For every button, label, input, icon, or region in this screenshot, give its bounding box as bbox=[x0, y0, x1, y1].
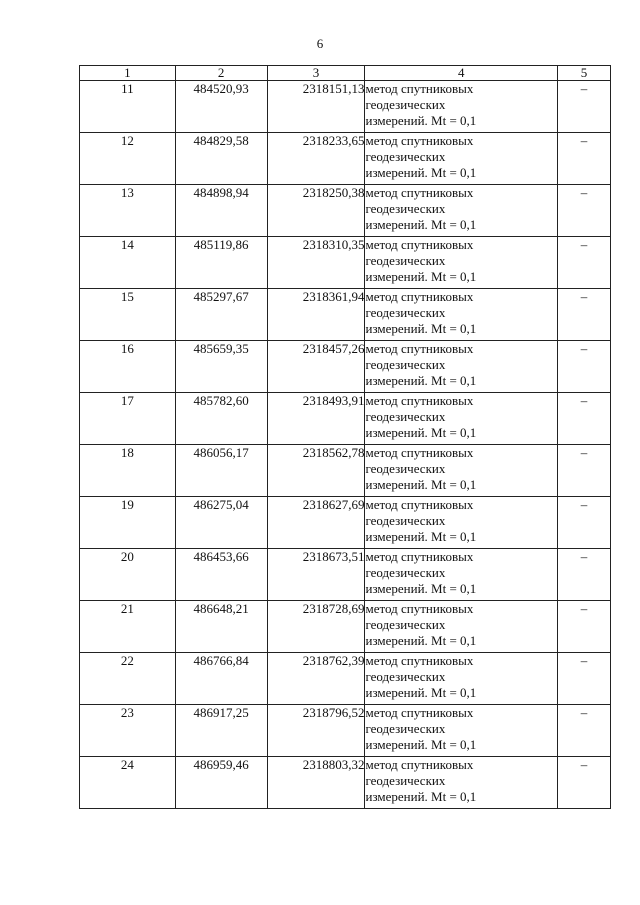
x-coordinate-cell: 486766,84 bbox=[175, 653, 267, 705]
point-number-cell: 16 bbox=[80, 341, 176, 393]
table-row bbox=[80, 653, 611, 705]
y-coordinate-cell: 2318673,51 bbox=[267, 549, 365, 601]
table-row bbox=[80, 705, 611, 757]
y-coordinate-cell: 2318728,69 bbox=[267, 601, 365, 653]
note-cell: – bbox=[558, 237, 611, 289]
note-cell: – bbox=[558, 81, 611, 133]
method-line: измерений. Mt = 0,1 bbox=[365, 633, 477, 648]
method-line: геодезических bbox=[365, 253, 446, 268]
table-row bbox=[80, 549, 611, 601]
table-header-row bbox=[80, 66, 611, 81]
method-line: метод спутниковых bbox=[365, 549, 474, 564]
method-line: измерений. Mt = 0,1 bbox=[365, 529, 477, 544]
method-line: измерений. Mt = 0,1 bbox=[365, 113, 477, 128]
table-row bbox=[80, 289, 611, 341]
y-coordinate-cell: 2318361,94 bbox=[267, 289, 365, 341]
method-cell bbox=[365, 497, 558, 549]
method-line: метод спутниковых bbox=[365, 81, 474, 96]
method-cell bbox=[365, 601, 558, 653]
method-line: метод спутниковых bbox=[365, 601, 474, 616]
method-line: метод спутниковых bbox=[365, 653, 474, 668]
x-coordinate-cell: 486959,46 bbox=[175, 757, 267, 809]
method-line: геодезических bbox=[365, 721, 446, 736]
x-coordinate-cell: 486275,04 bbox=[175, 497, 267, 549]
point-number-cell: 22 bbox=[80, 653, 176, 705]
note-cell: – bbox=[558, 393, 611, 445]
method-line: измерений. Mt = 0,1 bbox=[365, 165, 477, 180]
method-cell bbox=[365, 653, 558, 705]
point-number-cell: 19 bbox=[80, 497, 176, 549]
y-coordinate-cell: 2318803,32 bbox=[267, 757, 365, 809]
note-cell: – bbox=[558, 757, 611, 809]
method-line: измерений. Mt = 0,1 bbox=[365, 425, 477, 440]
y-coordinate-cell: 2318762,39 bbox=[267, 653, 365, 705]
table-row bbox=[80, 341, 611, 393]
y-coordinate-cell: 2318796,52 bbox=[267, 705, 365, 757]
method-line: измерений. Mt = 0,1 bbox=[365, 581, 477, 596]
note-cell: – bbox=[558, 341, 611, 393]
note-cell: – bbox=[558, 289, 611, 341]
x-coordinate-cell: 484520,93 bbox=[175, 81, 267, 133]
table-row bbox=[80, 237, 611, 289]
method-line: измерений. Mt = 0,1 bbox=[365, 789, 477, 804]
column-header: 1 bbox=[80, 66, 176, 81]
x-coordinate-cell: 484829,58 bbox=[175, 133, 267, 185]
method-cell bbox=[365, 185, 558, 237]
method-line: метод спутниковых bbox=[365, 705, 474, 720]
point-number-cell: 17 bbox=[80, 393, 176, 445]
method-line: геодезических bbox=[365, 461, 446, 476]
table-row bbox=[80, 497, 611, 549]
page-number: 6 bbox=[316, 36, 324, 51]
note-cell: – bbox=[558, 705, 611, 757]
x-coordinate-cell: 485297,67 bbox=[175, 289, 267, 341]
method-line: метод спутниковых bbox=[365, 133, 474, 148]
y-coordinate-cell: 2318151,13 bbox=[267, 81, 365, 133]
method-line: геодезических bbox=[365, 201, 446, 216]
x-coordinate-cell: 486917,25 bbox=[175, 705, 267, 757]
table-body bbox=[80, 81, 611, 809]
table-row bbox=[80, 81, 611, 133]
method-line: метод спутниковых bbox=[365, 393, 474, 408]
x-coordinate-cell: 485659,35 bbox=[175, 341, 267, 393]
method-line: метод спутниковых bbox=[365, 237, 474, 252]
point-number-cell: 12 bbox=[80, 133, 176, 185]
y-coordinate-cell: 2318562,78 bbox=[267, 445, 365, 497]
point-number-cell: 24 bbox=[80, 757, 176, 809]
x-coordinate-cell: 486453,66 bbox=[175, 549, 267, 601]
method-cell bbox=[365, 289, 558, 341]
x-coordinate-cell: 485782,60 bbox=[175, 393, 267, 445]
method-cell bbox=[365, 237, 558, 289]
method-cell bbox=[365, 757, 558, 809]
point-number-cell: 13 bbox=[80, 185, 176, 237]
column-header: 5 bbox=[558, 66, 611, 81]
note-cell: – bbox=[558, 185, 611, 237]
method-line: метод спутниковых bbox=[365, 497, 474, 512]
table-row bbox=[80, 445, 611, 497]
method-line: метод спутниковых bbox=[365, 185, 474, 200]
method-line: геодезических bbox=[365, 357, 446, 372]
point-number-cell: 14 bbox=[80, 237, 176, 289]
y-coordinate-cell: 2318627,69 bbox=[267, 497, 365, 549]
table-row bbox=[80, 393, 611, 445]
y-coordinate-cell: 2318457,26 bbox=[267, 341, 365, 393]
method-line: геодезических bbox=[365, 305, 446, 320]
method-line: геодезических bbox=[365, 773, 446, 788]
method-cell bbox=[365, 133, 558, 185]
method-line: геодезических bbox=[365, 513, 446, 528]
table-row bbox=[80, 601, 611, 653]
method-line: измерений. Mt = 0,1 bbox=[365, 685, 477, 700]
table-row bbox=[80, 185, 611, 237]
method-line: измерений. Mt = 0,1 bbox=[365, 737, 477, 752]
note-cell: – bbox=[558, 601, 611, 653]
method-line: геодезических bbox=[365, 669, 446, 684]
point-number-cell: 15 bbox=[80, 289, 176, 341]
point-number-cell: 23 bbox=[80, 705, 176, 757]
coordinates-table bbox=[79, 65, 611, 809]
point-number-cell: 18 bbox=[80, 445, 176, 497]
method-line: измерений. Mt = 0,1 bbox=[365, 269, 477, 284]
method-line: метод спутниковых bbox=[365, 445, 474, 460]
point-number-cell: 11 bbox=[80, 81, 176, 133]
x-coordinate-cell: 486648,21 bbox=[175, 601, 267, 653]
method-line: метод спутниковых bbox=[365, 757, 474, 772]
method-cell bbox=[365, 393, 558, 445]
method-line: геодезических bbox=[365, 617, 446, 632]
method-cell bbox=[365, 81, 558, 133]
method-line: измерений. Mt = 0,1 bbox=[365, 373, 477, 388]
column-header: 3 bbox=[267, 66, 365, 81]
note-cell: – bbox=[558, 497, 611, 549]
method-line: геодезических bbox=[365, 149, 446, 164]
x-coordinate-cell: 485119,86 bbox=[175, 237, 267, 289]
note-cell: – bbox=[558, 445, 611, 497]
y-coordinate-cell: 2318233,65 bbox=[267, 133, 365, 185]
note-cell: – bbox=[558, 549, 611, 601]
y-coordinate-cell: 2318493,91 bbox=[267, 393, 365, 445]
method-line: измерений. Mt = 0,1 bbox=[365, 217, 477, 232]
column-header: 4 bbox=[365, 66, 558, 81]
method-line: геодезических bbox=[365, 409, 446, 424]
note-cell: – bbox=[558, 653, 611, 705]
method-line: геодезических bbox=[365, 97, 446, 112]
method-cell bbox=[365, 549, 558, 601]
method-line: метод спутниковых bbox=[365, 341, 474, 356]
y-coordinate-cell: 2318310,35 bbox=[267, 237, 365, 289]
note-cell: – bbox=[558, 133, 611, 185]
method-line: метод спутниковых bbox=[365, 289, 474, 304]
table-row bbox=[80, 133, 611, 185]
point-number-cell: 20 bbox=[80, 549, 176, 601]
method-cell bbox=[365, 341, 558, 393]
column-header: 2 bbox=[175, 66, 267, 81]
x-coordinate-cell: 486056,17 bbox=[175, 445, 267, 497]
y-coordinate-cell: 2318250,38 bbox=[267, 185, 365, 237]
method-line: геодезических bbox=[365, 565, 446, 580]
method-cell bbox=[365, 705, 558, 757]
method-cell bbox=[365, 445, 558, 497]
method-line: измерений. Mt = 0,1 bbox=[365, 477, 477, 492]
method-line: измерений. Mt = 0,1 bbox=[365, 321, 477, 336]
point-number-cell: 21 bbox=[80, 601, 176, 653]
x-coordinate-cell: 484898,94 bbox=[175, 185, 267, 237]
table-row bbox=[80, 757, 611, 809]
